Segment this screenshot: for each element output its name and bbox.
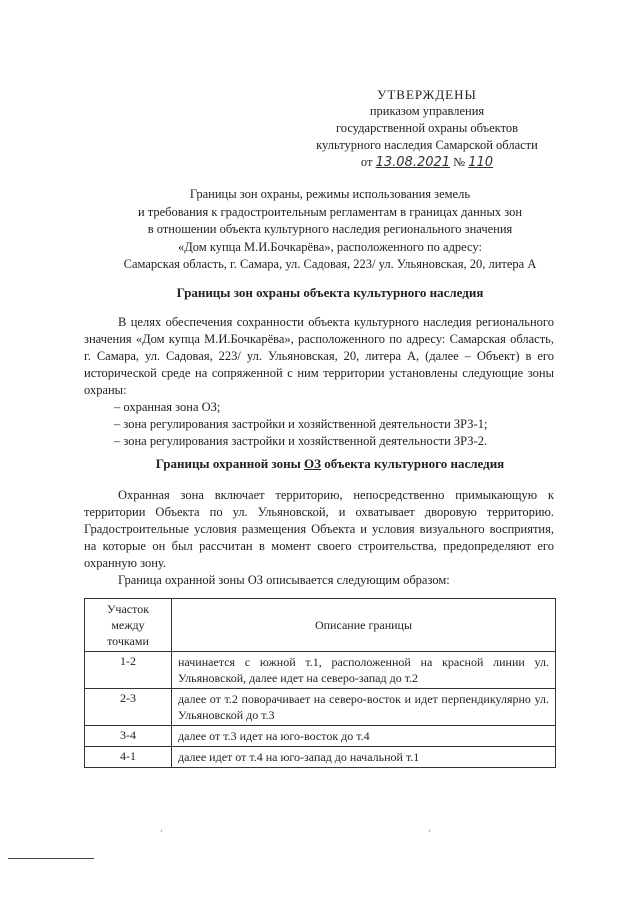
- approval-line-1: приказом управления: [369, 104, 485, 118]
- section2-heading-end: объекта культурного наследия: [320, 456, 505, 471]
- title-line-4: «Дом купца М.И.Бочкарёва», расположенного по адресу:: [178, 239, 482, 254]
- table-row: [85, 652, 556, 689]
- table-row: [85, 726, 556, 747]
- number-prefix: №: [453, 155, 466, 169]
- segment-cell: 2-3: [85, 689, 172, 726]
- section1-paragraph: В целях обеспечения сохранности объекта культурного наследия регионального значения «Дом купца М.И.Бочкарёва», расположенного по адресу: Самарская область, г. Самара, ул. Садовая, 223/ ул. Ульяновская, 20, литера А, (далее – Объект) в его исторической среде на сопряженной с ним территории установлены следующие зоны охраны:: [84, 315, 554, 397]
- description-cell: далее идет от т.4 на юго-запад до начальной т.1: [172, 747, 556, 768]
- scan-line: [8, 858, 94, 859]
- date-prefix: от: [360, 155, 373, 169]
- approval-line-2: государственной охраны объектов: [335, 121, 519, 135]
- zone-item: – зона регулирования застройки и хозяйственной деятельности ЗРЗ-1;: [114, 417, 488, 431]
- section2-intro: Граница охранной зоны ОЗ описывается следующим образом:: [118, 573, 450, 587]
- section2-heading: [70, 456, 590, 472]
- approval-line-3: культурного наследия Самарской области: [316, 138, 538, 152]
- handwritten-number: 110: [468, 155, 494, 170]
- approval-stamp: [302, 86, 552, 171]
- approval-date-line: [302, 154, 552, 171]
- header-description: Описание границы: [172, 599, 556, 652]
- document-title: [70, 186, 590, 274]
- title-line-1: Границы зон охраны, режимы использования земель: [189, 187, 471, 201]
- approval-heading: УТВЕРЖДЕНЫ: [377, 87, 477, 102]
- zone-item: – охранная зона ОЗ;: [114, 400, 221, 414]
- description-cell: далее от т.3 идет на юго-восток до т.4: [172, 726, 556, 747]
- description-cell: далее от т.2 поворачивает на северо-восток и идет перпендикулярно ул. Ульяновской до т.3: [172, 689, 556, 726]
- description-cell: начинается с южной т.1, расположенной на красной линии ул. Ульяновской, далее идет на северо-запад до т.2: [172, 652, 556, 689]
- section1-body: [84, 314, 554, 450]
- section2-heading-start: Границы охранной зоны: [155, 456, 304, 471]
- title-line-2: и требования к градостроительным регламентам в границах данных зон: [137, 204, 523, 219]
- table-row: [85, 747, 556, 768]
- section2-heading-code: ОЗ: [304, 456, 321, 471]
- zone-item: – зона регулирования застройки и хозяйственной деятельности ЗРЗ-2.: [114, 434, 488, 448]
- section2-body: [84, 487, 554, 589]
- segment-cell: 3-4: [85, 726, 172, 747]
- section1-heading: Границы зон охраны объекта культурного наследия: [176, 285, 484, 300]
- title-line-3: в отношении объекта культурного наследия регионального значения: [147, 222, 513, 236]
- handwritten-date: 13.08.2021: [375, 155, 451, 170]
- table-row: [85, 689, 556, 726]
- scan-mark: ‚: [428, 824, 431, 833]
- table-header-row: [85, 599, 556, 652]
- segment-cell: 4-1: [85, 747, 172, 768]
- boundary-table: [84, 598, 556, 768]
- header-segment: Участок между точками: [85, 599, 172, 652]
- title-line-5: Самарская область, г. Самара, ул. Садовая, 223/ ул. Ульяновская, 20, литера А: [123, 257, 537, 271]
- segment-cell: 1-2: [85, 652, 172, 689]
- section2-paragraph: Охранная зона включает территорию, непосредственно примыкающую к территории Объекта по ул. Ульяновской, и охватывает дворовую территорию. Градостроительные условия размещения Объекта и условия визуального восприятия, на которые он был рассчитан в момент своего строительства, предопределяют его охранную зону.: [84, 488, 554, 570]
- scan-mark: ‚: [160, 824, 163, 833]
